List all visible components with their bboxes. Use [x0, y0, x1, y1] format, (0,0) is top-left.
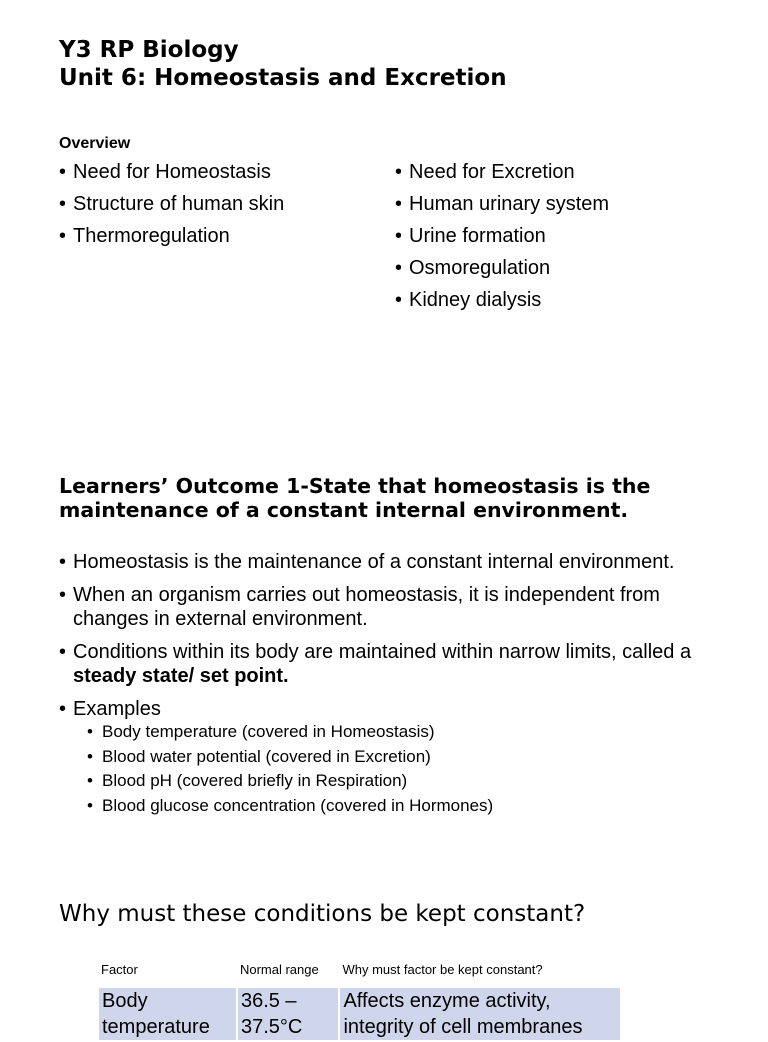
bullet-icon: •: [395, 161, 403, 183]
list-item: [59, 640, 729, 688]
column-header-reason: Why must factor be kept constant?: [342, 961, 543, 977]
table-cell-normal-range: 36.5 – 37.5°C: [237, 987, 340, 1041]
list-item-text: Urine formation: [409, 225, 546, 247]
bullet-icon: •: [395, 193, 403, 215]
bullet-icon: •: [59, 584, 67, 606]
list-item-text: Human urinary system: [409, 193, 610, 215]
list-item: [59, 224, 379, 248]
column-header-normal-range: Normal range: [239, 961, 319, 977]
list-item: [59, 697, 729, 721]
overview-list-excretion: [395, 160, 715, 320]
list-item-text: When an organism carries out homeostasis, it is independent from changes in external environment.: [73, 584, 660, 630]
bullet-icon: •: [87, 771, 93, 790]
list-item: [87, 771, 687, 791]
bullet-icon: •: [59, 193, 67, 215]
list-item-text: Osmoregulation: [409, 257, 551, 279]
list-item-text: Blood water potential (covered in Excretion): [102, 746, 431, 766]
title-line-course: Y3 RP Biology: [59, 37, 239, 63]
list-item-text: Kidney dialysis: [409, 289, 542, 311]
list-item: [59, 160, 379, 184]
overview-list-homeostasis: [59, 160, 379, 256]
list-item: [59, 550, 729, 574]
list-item: [87, 796, 687, 816]
list-item-text: Blood pH (covered briefly in Respiration): [102, 771, 408, 790]
bullet-icon: •: [395, 225, 403, 247]
list-item: [87, 747, 687, 767]
bullet-icon: •: [59, 225, 67, 247]
list-item-text: Need for Excretion: [409, 161, 575, 183]
bullet-icon: •: [395, 257, 403, 279]
overview-label: Overview: [59, 135, 131, 152]
list-item-text: Need for Homeostasis: [73, 161, 271, 183]
list-item: [395, 160, 715, 184]
table-row: [98, 987, 621, 1041]
list-item-text: Examples: [73, 698, 161, 720]
column-header-factor: Factor: [101, 961, 138, 977]
bullet-icon: •: [395, 289, 403, 311]
examples-list: [87, 722, 687, 820]
bullet-icon: •: [87, 722, 93, 741]
list-item: [395, 256, 715, 280]
list-item-text: Homeostasis is the maintenance of a constant internal environment.: [73, 551, 675, 573]
factors-table-container: [97, 952, 627, 1038]
list-item: [87, 722, 687, 742]
list-item: [395, 288, 715, 312]
list-item: [395, 224, 715, 248]
list-item-text: Thermoregulation: [73, 225, 230, 247]
bullet-icon: •: [59, 161, 67, 183]
bullet-icon: •: [87, 746, 93, 766]
list-item: [395, 192, 715, 216]
outcome-points-list: [59, 550, 729, 730]
bullet-icon: •: [59, 641, 67, 663]
bullet-icon: •: [59, 551, 67, 573]
list-item: [59, 583, 729, 631]
learners-outcome-heading: Learners’ Outcome 1-State that homeostasis is the maintenance of a constant internal environment.: [59, 474, 651, 522]
list-item: [59, 192, 379, 216]
table-header-row: [98, 952, 621, 987]
bullet-icon: •: [59, 698, 67, 720]
list-item-text: Blood glucose concentration (covered in Hormones): [102, 795, 494, 815]
list-item-text: Conditions within its body are maintained within narrow limits, called a: [73, 641, 692, 663]
bullet-icon: •: [87, 795, 93, 815]
why-constant-heading: Why must these conditions be kept constant?: [59, 901, 586, 927]
title-line-unit: Unit 6: Homeostasis and Excretion: [59, 65, 507, 91]
table-cell-factor: Body temperature: [98, 987, 237, 1041]
table-cell-reason: Affects enzyme activity, integrity of cell membranes: [339, 987, 621, 1041]
document-title: [59, 36, 507, 92]
factors-table: [97, 952, 622, 1042]
list-item-text: Structure of human skin: [73, 193, 285, 215]
list-item-text: Body temperature (covered in Homeostasis): [102, 722, 435, 741]
steady-state-term: steady state/ set point.: [73, 665, 289, 687]
